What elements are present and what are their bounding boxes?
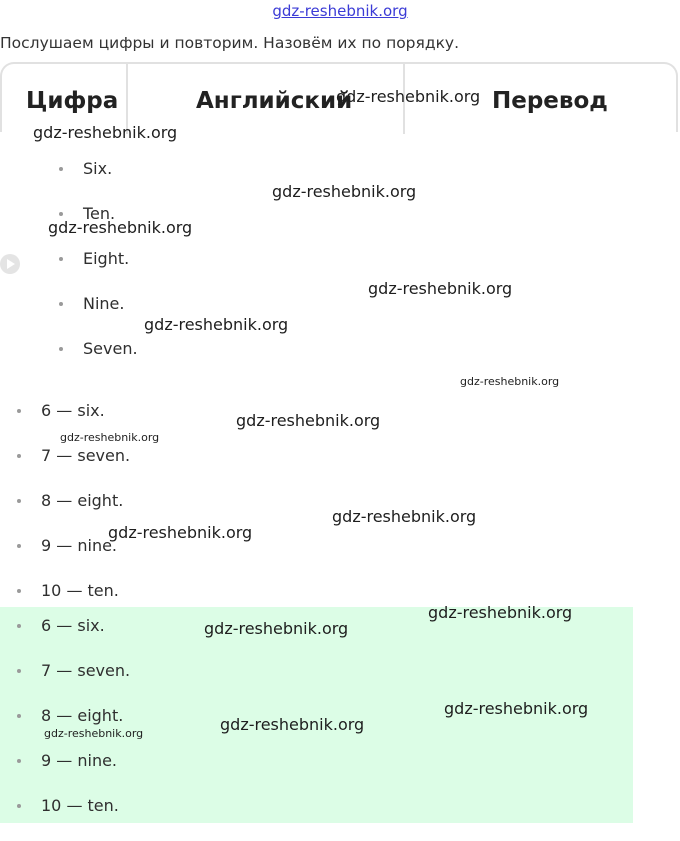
header-digit: Цифра	[26, 88, 119, 114]
watermark: gdz-reshebnik.org	[144, 315, 289, 334]
list-item: 9 — nine.	[41, 751, 130, 796]
site-link[interactable]: gdz-reshebnik.org	[272, 2, 408, 20]
play-icon[interactable]	[0, 254, 20, 274]
list-item: 10 — ten.	[41, 581, 130, 626]
header-translation: Перевод	[492, 88, 608, 114]
watermark: gdz-reshebnik.org	[108, 523, 253, 542]
list-item: 6 — six.	[41, 616, 130, 661]
word-list	[83, 159, 138, 384]
header-english: Английский	[196, 88, 353, 114]
watermark: gdz-reshebnik.org	[332, 507, 477, 526]
watermark: gdz-reshebnik.org	[236, 411, 381, 430]
watermark: gdz-reshebnik.org	[460, 375, 560, 388]
watermark: gdz-reshebnik.org	[60, 431, 160, 444]
watermark: gdz-reshebnik.org	[220, 715, 365, 734]
watermark: gdz-reshebnik.org	[336, 87, 481, 106]
list-item: 8 — eight.	[41, 706, 130, 751]
watermark: gdz-reshebnik.org	[368, 279, 513, 298]
list-item: Nine.	[83, 294, 138, 339]
watermark: gdz-reshebnik.org	[428, 603, 573, 622]
list-item: 6 — six.	[41, 401, 130, 446]
list-item: Ten.	[83, 204, 138, 249]
list-item: Seven.	[83, 339, 138, 384]
list-item: 10 — ten.	[41, 796, 130, 841]
watermark: gdz-reshebnik.org	[48, 218, 193, 237]
list-item: 9 — nine.	[41, 536, 130, 581]
watermark: gdz-reshebnik.org	[204, 619, 349, 638]
watermark: gdz-reshebnik.org	[272, 182, 417, 201]
list-item: 7 — seven.	[41, 661, 130, 706]
list-item: 7 — seven.	[41, 446, 130, 491]
intro-text: Послушаем цифры и повторим. Назовём их по порядку.	[0, 34, 460, 52]
watermark: gdz-reshebnik.org	[33, 123, 178, 142]
watermark: gdz-reshebnik.org	[444, 699, 589, 718]
list-item: 8 — eight.	[41, 491, 130, 536]
list-item: Six.	[83, 159, 138, 204]
watermark: gdz-reshebnik.org	[44, 727, 144, 740]
list-item: Eight.	[83, 249, 138, 294]
